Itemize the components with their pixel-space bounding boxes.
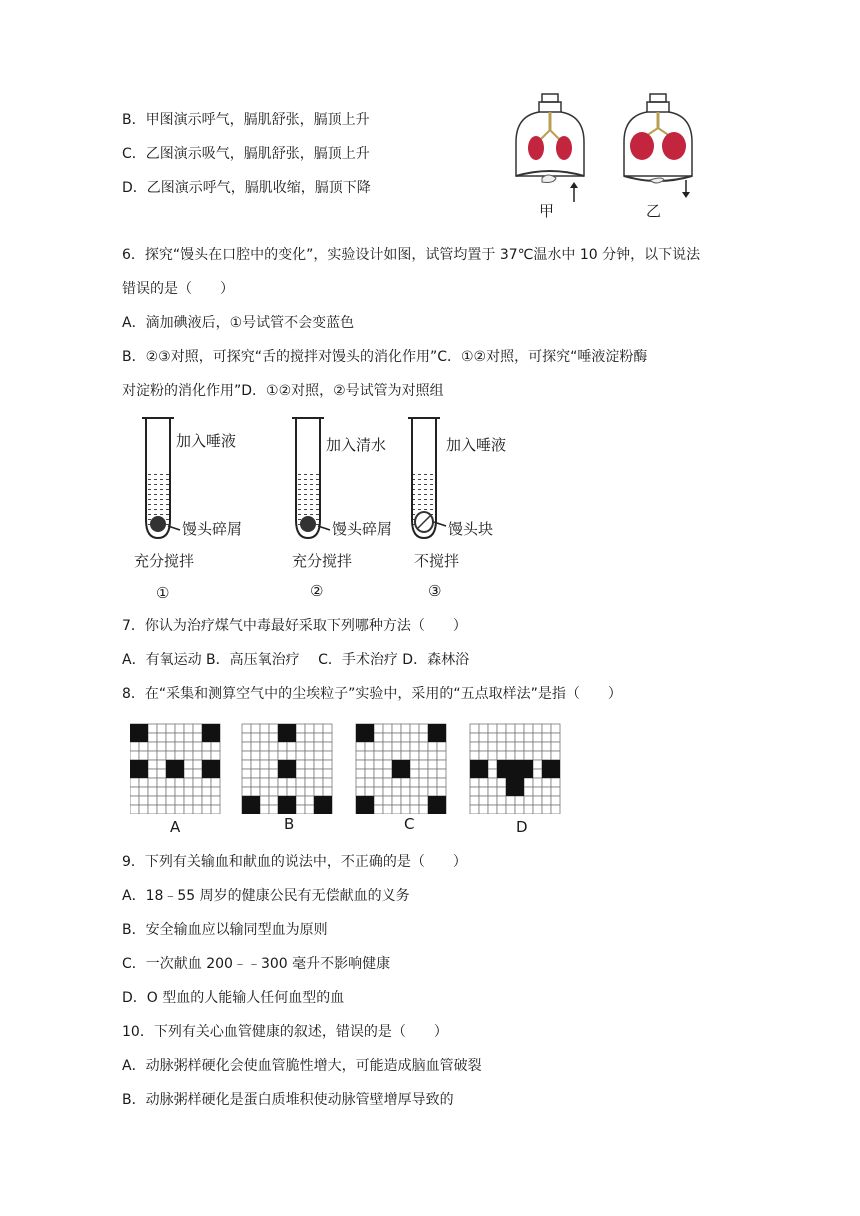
figure-label-yi: 乙 [646,202,662,220]
sample-point [542,760,560,778]
q10-option-a: A．动脉粥样硬化会使血管脆性增大，可能造成脑血管破裂 [122,1058,482,1074]
sample-point [506,778,524,796]
q5-option-c: C．乙图演示吸气，膈肌舒张，膈顶上升 [122,146,370,162]
figure-label-jia: 甲 [539,202,555,220]
bell-jar-jia [516,94,584,202]
q9-option-d: D．O 型血的人能输人任何血型的血 [122,990,345,1006]
sample-point [356,796,374,814]
q7-options: A．有氧运动 B．高压氧治疗 C．手术治疗 D．森林浴 [122,652,470,668]
q5-option-d: D．乙图演示呼气，膈肌收缩，膈顶下降 [122,180,371,196]
q6-option-bc: B．②③对照，可探究“舌的搅拌对馒头的消化作用”C．①②对照，可探究“唾液淀粉酶 [122,349,648,365]
q9-option-a: A．18﹣55 周岁的健康公民有无偿献血的义务 [122,888,410,904]
bell-jar-yi [624,94,692,198]
sample-point [428,724,446,742]
tube3-number: ③ [428,582,442,600]
sample-point [242,796,260,814]
sample-point [166,760,184,778]
tube2-number: ② [310,582,324,600]
q6-option-cd: 对淀粉的消化作用”D．①②对照，②号试管为对照组 [122,383,444,399]
grid-label-d: D [516,818,528,836]
tube1-bottom-label: 充分搅拌 [134,552,195,570]
q7-stem: 7．你认为治疗煤气中毒最好采取下列哪种方法（ ） [122,618,467,634]
q9-stem: 9．下列有关输血和献血的说法中，不正确的是（ ） [122,854,467,870]
sample-point [278,796,296,814]
sample-point [278,724,296,742]
sample-point [202,760,220,778]
sample-point [202,724,220,742]
sample-point [515,760,533,778]
sample-point [130,724,148,742]
tube1-number: ① [156,584,170,602]
tube3-side-label: 馒头块 [448,520,494,538]
sampling-grid-c [356,724,446,814]
sample-point [130,760,148,778]
q6-stem-line2: 错误的是（ ） [122,281,234,297]
tube3-top-label: 加入唾液 [446,436,507,454]
grid-label-b: B [284,815,295,833]
tube1-side-label: 馒头碎屑 [182,520,243,538]
tube2-top-label: 加入清水 [326,436,387,454]
grid-label-c: C [404,815,415,833]
sample-point [497,760,515,778]
q10-option-b: B．动脉粥样硬化是蛋白质堆积使动脉管壁增厚导致的 [122,1092,454,1108]
q9-option-b: B．安全输血应以输同型血为原则 [122,922,328,938]
sampling-grid-figure [130,722,564,814]
sample-point [470,760,488,778]
grid-label-a: A [170,818,181,836]
q8-stem: 8．在“采集和测算空气中的尘埃粒子”实验中，采用的“五点取样法”是指（ ） [122,686,622,702]
tube2-bottom-label: 充分搅拌 [292,552,353,570]
test-tube-2 [292,418,330,538]
tube2-side-label: 馒头碎屑 [332,520,393,538]
sample-point [392,760,410,778]
sampling-grid-b [242,724,332,814]
test-tube-3 [408,418,446,538]
test-tube-1 [142,418,180,538]
q9-option-c: C．一次献血 200﹣﹣300 毫升不影响健康 [122,956,391,972]
tube3-bottom-label: 不搅拌 [414,552,460,570]
q6-option-a: A．滴加碘液后，①号试管不会变蓝色 [122,315,355,331]
tube1-top-label: 加入唾液 [176,432,237,450]
q6-stem-line1: 6．探究“馒头在口腔中的变化”，实验设计如图，试管均置于 37℃温水中 10 分钟，以下说法 [122,247,701,263]
q5-option-b: B．甲图演示呼气，膈肌舒张，膈顶上升 [122,112,370,128]
sample-point [314,796,332,814]
sampling-grid-a [130,724,220,814]
sample-point [356,724,374,742]
q10-stem: 10．下列有关心血管健康的叙述，错误的是（ ） [122,1024,448,1040]
sample-point [428,796,446,814]
sample-point [278,760,296,778]
sampling-grid-d [470,724,560,814]
